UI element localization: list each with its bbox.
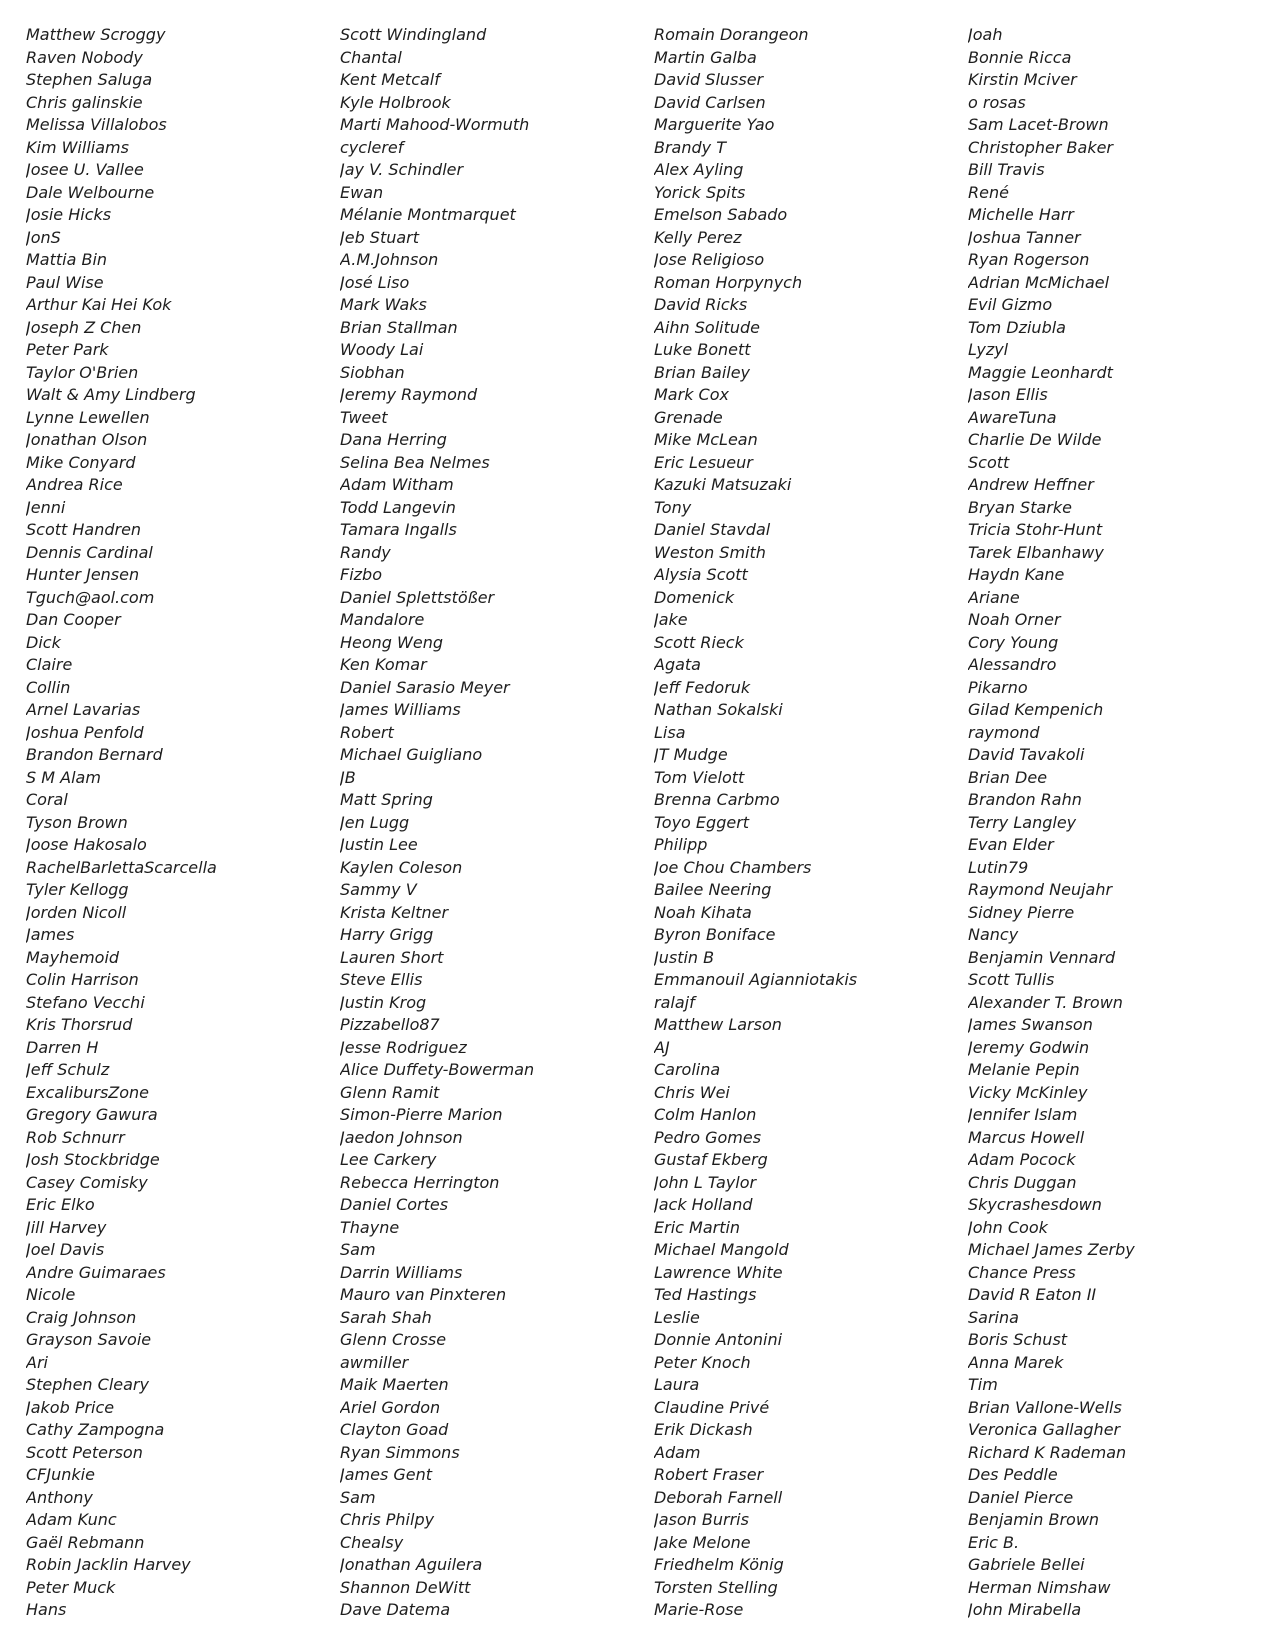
name-entry: Emmanouil Agianniotakis: [654, 970, 858, 989]
name-entry: Chris Philpy: [340, 1510, 435, 1529]
name-entry: Andrea Rice: [26, 475, 123, 494]
name-entry: Richard K Rademan: [968, 1442, 1127, 1462]
name-entry: Colin Harrison: [26, 970, 139, 989]
name-entry: Tguch@aol.com: [26, 587, 155, 607]
name-entry: JT Mudge: [654, 745, 728, 764]
name-entry: Yorick Spits: [654, 182, 746, 202]
name-entry: Lawrence White: [654, 1262, 783, 1282]
name-entry: Pizzabello87: [340, 1015, 440, 1034]
name-entry: Alysia Scott: [654, 565, 748, 584]
name-entry: Jake Melone: [654, 1532, 751, 1552]
name-entry: Darren H: [26, 1037, 99, 1057]
name-entry: Brian Stallman: [340, 317, 458, 337]
name-entry: Darrin Williams: [340, 1262, 463, 1282]
name-entry: Tricia Stohr-Hunt: [968, 520, 1103, 539]
names-list: [26, 24, 1256, 1622]
name-entry: ralajf: [654, 992, 695, 1012]
name-entry: Tamara Ingalls: [340, 520, 457, 539]
name-entry: Raymond Neujahr: [968, 880, 1113, 899]
name-entry: Stephen Cleary: [26, 1375, 149, 1394]
name-entry: Mark Cox: [654, 385, 729, 404]
name-entry: Eric Elko: [26, 1195, 95, 1214]
name-entry: Jakob Price: [26, 1397, 115, 1417]
name-entry: Claudine Privé: [654, 1397, 770, 1417]
name-entry: Heong Weng: [340, 632, 444, 652]
name-entry: Toyo Eggert: [654, 812, 750, 832]
name-entry: Scott Peterson: [26, 1442, 143, 1462]
name-entry: Lisa: [654, 722, 686, 742]
name-entry: Mauro van Pinxteren: [340, 1285, 507, 1304]
name-entry: Agata: [654, 655, 701, 674]
name-entry: Kazuki Matsuzaki: [654, 475, 792, 494]
name-entry: Cory Young: [968, 632, 1059, 652]
name-entry: Maggie Leonhardt: [968, 362, 1113, 382]
name-entry: Ted Hastings: [654, 1285, 757, 1304]
name-entry: Jonathan Aguilera: [340, 1555, 483, 1574]
name-entry: Gustaf Ekberg: [654, 1150, 768, 1169]
name-entry: Robert Fraser: [654, 1465, 764, 1484]
name-entry: Tom Vielott: [654, 767, 745, 787]
name-entry: Jonathan Olson: [26, 430, 148, 449]
name-entry: Colm Hanlon: [654, 1105, 757, 1124]
name-entry: Philipp: [654, 835, 708, 854]
name-entry: Stefano Vecchi: [26, 992, 145, 1012]
name-entry: Domenick: [654, 587, 735, 607]
name-entry: Chealsy: [340, 1532, 404, 1552]
name-entry: Noah Kihata: [654, 902, 752, 922]
name-entry: René: [968, 182, 1009, 202]
name-entry: Andre Guimaraes: [26, 1262, 166, 1282]
name-entry: Adam: [654, 1442, 701, 1462]
name-entry: raymond: [968, 722, 1040, 742]
name-entry: Tweet: [340, 407, 388, 427]
name-entry: Dale Welbourne: [26, 182, 155, 202]
name-entry: Kris Thorsrud: [26, 1015, 133, 1034]
name-entry: Jen Lugg: [340, 812, 410, 832]
name-entry: Luke Bonett: [654, 340, 751, 359]
name-entry: Peter Knoch: [654, 1352, 751, 1372]
name-entry: Christopher Baker: [968, 137, 1114, 157]
name-entry: Steve Ellis: [340, 970, 423, 989]
name-entry: Justin Krog: [340, 992, 427, 1012]
name-entry: Eric Lesueur: [654, 452, 753, 472]
name-entry: Fizbo: [340, 565, 382, 584]
name-entry: Gilad Kempenich: [968, 700, 1104, 719]
name-entry: Kirstin Mciver: [968, 70, 1077, 89]
name-entry: Lynne Lewellen: [26, 407, 150, 427]
name-entry: Kyle Holbrook: [340, 92, 451, 112]
name-entry: Lauren Short: [340, 947, 444, 967]
name-entry: Chris galinskie: [26, 92, 143, 112]
name-entry: Ariel Gordon: [340, 1397, 441, 1417]
name-entry: Clayton Goad: [340, 1420, 449, 1439]
name-entry: Stephen Saluga: [26, 70, 153, 89]
name-entry: Tyler Kellogg: [26, 880, 129, 899]
name-entry: Kaylen Coleson: [340, 857, 463, 877]
name-entry: John L Taylor: [654, 1172, 757, 1192]
name-entry: Brandon Bernard: [26, 745, 163, 764]
name-entry: Herman Nimshaw: [968, 1577, 1111, 1597]
name-entry: Selina Bea Nelmes: [340, 452, 490, 472]
name-entry: Collin: [26, 677, 71, 697]
name-entry: Marie-Rose: [654, 1600, 744, 1619]
name-entry: James: [26, 925, 75, 944]
name-entry: James Gent: [340, 1465, 433, 1484]
name-entry: Melanie Pepin: [968, 1060, 1080, 1079]
name-entry: Gregory Gawura: [26, 1105, 158, 1124]
name-entry: Shannon DeWitt: [340, 1577, 471, 1597]
name-entry: Brandy T: [654, 137, 726, 157]
name-entry: Chantal: [340, 47, 402, 67]
name-entry: Gaël Rebmann: [26, 1532, 145, 1552]
name-entry: Jay V. Schindler: [340, 160, 464, 179]
name-entry: Matt Spring: [340, 790, 433, 809]
name-entry: David Tavakoli: [968, 745, 1085, 764]
name-entry: Des Peddle: [968, 1465, 1058, 1484]
name-entry: Michelle Harr: [968, 205, 1074, 224]
name-entry: Haydn Kane: [968, 565, 1065, 584]
name-entry: Cathy Zampogna: [26, 1420, 165, 1439]
name-entry: Marti Mahood-Wormuth: [340, 115, 530, 134]
name-entry: Weston Smith: [654, 542, 766, 562]
name-entry: Sarina: [968, 1307, 1019, 1327]
name-entry: Ari: [26, 1352, 48, 1372]
name-entry: Jesse Rodriguez: [340, 1037, 467, 1057]
name-entry: Paul Wise: [26, 272, 104, 292]
name-entry: Daniel Splettstößer: [340, 587, 495, 607]
name-entry: Adam Pocock: [968, 1150, 1076, 1169]
name-entry: Benjamin Vennard: [968, 947, 1116, 967]
name-entry: Sam: [340, 1487, 376, 1507]
name-entry: Robert: [340, 722, 394, 742]
name-entry: Lyzyl: [968, 340, 1009, 359]
name-entry: Daniel Sarasio Meyer: [340, 677, 510, 697]
name-entry: Romain Dorangeon: [654, 25, 809, 44]
name-entry: Jeff Fedoruk: [654, 677, 751, 697]
name-entry: Joose Hakosalo: [26, 835, 147, 854]
name-entry: Daniel Cortes: [340, 1195, 449, 1214]
name-entry: David Ricks: [654, 295, 748, 314]
name-entry: Siobhan: [340, 362, 405, 382]
name-entry: awmiller: [340, 1352, 409, 1372]
name-entry: Tony: [654, 497, 692, 517]
name-entry: Nathan Sokalski: [654, 700, 783, 719]
name-entry: Laura: [654, 1375, 700, 1394]
name-entry: Maik Maerten: [340, 1375, 449, 1394]
name-entry: Chance Press: [968, 1262, 1076, 1282]
names-column-4: [968, 24, 1256, 1622]
name-entry: Charlie De Wilde: [968, 430, 1102, 449]
name-entry: Bill Travis: [968, 160, 1045, 179]
name-entry: Mike McLean: [654, 430, 758, 449]
name-entry: Peter Muck: [26, 1577, 116, 1597]
name-entry: Arthur Kai Hei Kok: [26, 295, 172, 314]
name-entry: Pedro Gomes: [654, 1127, 762, 1147]
name-entry: Tom Dziubla: [968, 317, 1066, 337]
name-entry: Jeremy Raymond: [340, 385, 478, 404]
name-entry: Veronica Gallagher: [968, 1420, 1121, 1439]
name-entry: Walt & Amy Lindberg: [26, 385, 196, 404]
name-entry: Ken Komar: [340, 655, 427, 674]
name-entry: Arnel Lavarias: [26, 700, 141, 719]
names-column-1: [26, 24, 340, 1622]
name-entry: Joah: [968, 25, 1003, 44]
name-entry: Andrew Heffner: [968, 475, 1094, 494]
name-entry: JB: [340, 767, 356, 787]
name-entry: Alice Duffety-Bowerman: [340, 1060, 535, 1079]
name-entry: Justin Lee: [340, 835, 418, 854]
name-entry: RachelBarlettaScarcella: [26, 857, 217, 877]
name-entry: Glenn Crosse: [340, 1330, 447, 1349]
name-entry: Ariane: [968, 587, 1020, 607]
name-entry: Sidney Pierre: [968, 902, 1075, 922]
name-entry: Woody Lai: [340, 340, 424, 359]
name-entry: JonS: [26, 227, 61, 247]
name-entry: Vicky McKinley: [968, 1082, 1088, 1102]
name-entry: Claire: [26, 655, 73, 674]
name-entry: Gabriele Bellei: [968, 1555, 1085, 1574]
name-entry: Scott Tullis: [968, 970, 1055, 989]
name-entry: Scott Rieck: [654, 632, 744, 652]
name-entry: David Carlsen: [654, 92, 766, 112]
name-entry: Harry Grigg: [340, 925, 434, 944]
name-entry: Michael James Zerby: [968, 1240, 1135, 1259]
name-entry: Jeff Schulz: [26, 1060, 110, 1079]
name-entry: Boris Schust: [968, 1330, 1068, 1349]
name-entry: Joshua Penfold: [26, 722, 144, 742]
name-entry: Bonnie Ricca: [968, 47, 1072, 67]
name-entry: Kent Metcalf: [340, 70, 440, 89]
name-entry: Matthew Larson: [654, 1015, 782, 1034]
name-entry: Eric B.: [968, 1532, 1020, 1552]
name-entry: Mayhemoid: [26, 947, 120, 967]
name-entry: Randy: [340, 542, 391, 562]
name-entry: Hans: [26, 1600, 67, 1619]
name-entry: Josie Hicks: [26, 205, 112, 224]
names-column-2: [340, 24, 654, 1622]
name-entry: S M Alam: [26, 767, 101, 787]
name-entry: Dick: [26, 632, 61, 652]
name-entry: Brian Dee: [968, 767, 1048, 787]
name-entry: John Cook: [968, 1217, 1048, 1237]
name-entry: Peter Park: [26, 340, 109, 359]
name-entry: Jason Burris: [654, 1510, 749, 1529]
name-entry: Mattia Bin: [26, 250, 108, 269]
name-entry: Benjamin Brown: [968, 1510, 1100, 1529]
name-entry: Jennifer Islam: [968, 1105, 1078, 1124]
name-entry: Dan Cooper: [26, 610, 121, 629]
name-entry: Kim Williams: [26, 137, 129, 157]
name-entry: Josee U. Vallee: [26, 160, 144, 179]
name-entry: Torsten Stelling: [654, 1577, 778, 1597]
name-entry: Jorden Nicoll: [26, 902, 127, 922]
name-entry: Daniel Pierce: [968, 1487, 1074, 1507]
name-entry: Donnie Antonini: [654, 1330, 783, 1349]
name-entry: Brian Vallone-Wells: [968, 1397, 1122, 1417]
name-entry: Nancy: [968, 925, 1019, 944]
name-entry: Skycrashesdown: [968, 1195, 1102, 1214]
name-entry: Joseph Z Chen: [26, 317, 142, 337]
name-entry: cycleref: [340, 137, 404, 157]
name-entry: Adam Witham: [340, 475, 454, 494]
name-entry: Alex Ayling: [654, 160, 744, 179]
name-entry: Jeb Stuart: [340, 227, 420, 247]
name-entry: Byron Boniface: [654, 925, 776, 944]
name-entry: Sammy V: [340, 880, 417, 899]
names-column-3: [654, 24, 968, 1622]
name-entry: Adam Kunc: [26, 1510, 117, 1529]
name-entry: Evan Elder: [968, 835, 1054, 854]
name-entry: Coral: [26, 790, 68, 809]
name-entry: Mandalore: [340, 610, 425, 629]
name-entry: AwareTuna: [968, 407, 1057, 427]
name-entry: Carolina: [654, 1060, 721, 1079]
name-entry: Todd Langevin: [340, 497, 456, 517]
name-entry: Marcus Howell: [968, 1127, 1085, 1147]
name-entry: Kelly Perez: [654, 227, 742, 247]
name-entry: Nicole: [26, 1285, 76, 1304]
name-entry: Michael Mangold: [654, 1240, 789, 1259]
name-entry: Casey Comisky: [26, 1172, 148, 1192]
name-entry: Evil Gizmo: [968, 295, 1053, 314]
name-entry: Terry Langley: [968, 812, 1077, 832]
name-entry: Alexander T. Brown: [968, 992, 1123, 1012]
name-entry: Tarek Elbanhawy: [968, 542, 1104, 562]
name-entry: Leslie: [654, 1307, 700, 1327]
name-entry: Michael Guigliano: [340, 745, 483, 764]
name-entry: Ryan Simmons: [340, 1442, 460, 1462]
name-entry: Jason Ellis: [968, 385, 1048, 404]
name-entry: CFJunkie: [26, 1465, 95, 1484]
name-entry: Eric Martin: [654, 1217, 741, 1237]
name-entry: Grenade: [654, 407, 723, 427]
name-entry: Scott Windingland: [340, 25, 487, 44]
name-entry: Sarah Shah: [340, 1307, 432, 1327]
name-entry: Noah Orner: [968, 610, 1061, 629]
name-entry: Chris Duggan: [968, 1172, 1077, 1192]
name-entry: Marguerite Yao: [654, 115, 775, 134]
name-entry: Alessandro: [968, 655, 1057, 674]
name-entry: Sam Lacet-Brown: [968, 115, 1109, 134]
name-entry: Bryan Starke: [968, 497, 1072, 517]
name-entry: Dennis Cardinal: [26, 542, 153, 562]
name-entry: Jake: [654, 610, 688, 629]
name-entry: Tyson Brown: [26, 812, 128, 832]
name-entry: Emelson Sabado: [654, 205, 788, 224]
name-entry: Jose Religioso: [654, 250, 765, 269]
name-entry: Aihn Solitude: [654, 317, 761, 337]
name-entry: Martin Galba: [654, 47, 757, 67]
name-entry: Grayson Savoie: [26, 1330, 152, 1349]
name-entry: Joel Davis: [26, 1240, 105, 1259]
name-entry: Melissa Villalobos: [26, 115, 167, 134]
name-entry: Jack Holland: [654, 1195, 753, 1214]
name-entry: AJ: [654, 1037, 670, 1057]
name-entry: Hunter Jensen: [26, 565, 140, 584]
name-entry: Daniel Stavdal: [654, 520, 771, 539]
name-entry: Tim: [968, 1375, 998, 1394]
name-entry: Mélanie Montmarquet: [340, 205, 516, 224]
name-entry: Glenn Ramit: [340, 1082, 440, 1102]
name-entry: Rob Schnurr: [26, 1127, 125, 1147]
name-entry: Jill Harvey: [26, 1217, 107, 1237]
name-entry: Dana Herring: [340, 430, 447, 449]
name-entry: Lee Carkery: [340, 1150, 437, 1169]
name-entry: José Liso: [340, 272, 410, 292]
name-entry: Ewan: [340, 182, 384, 202]
name-entry: Joe Chou Chambers: [654, 857, 812, 877]
name-entry: Jenni: [26, 497, 66, 517]
name-entry: Adrian McMichael: [968, 272, 1110, 292]
name-entry: Rebecca Herrington: [340, 1172, 500, 1192]
name-entry: Jeremy Godwin: [968, 1037, 1090, 1057]
name-entry: Anna Marek: [968, 1352, 1064, 1372]
name-entry: Craig Johnson: [26, 1307, 137, 1327]
name-entry: James Swanson: [968, 1015, 1093, 1034]
name-entry: Mark Waks: [340, 295, 427, 314]
name-entry: Lutin79: [968, 857, 1029, 877]
name-entry: Erik Dickash: [654, 1420, 753, 1439]
name-entry: Chris Wei: [654, 1082, 730, 1102]
name-entry: Matthew Scroggy: [26, 25, 166, 44]
name-entry: Robin Jacklin Harvey: [26, 1555, 191, 1574]
name-entry: Simon-Pierre Marion: [340, 1105, 503, 1124]
name-entry: Justin B: [654, 947, 715, 967]
name-entry: Brenna Carbmo: [654, 790, 780, 809]
name-entry: Krista Keltner: [340, 902, 449, 922]
name-entry: Josh Stockbridge: [26, 1150, 160, 1169]
name-entry: ExcalibursZone: [26, 1082, 150, 1102]
name-entry: o rosas: [968, 92, 1026, 112]
name-entry: Ryan Rogerson: [968, 250, 1090, 269]
name-entry: Friedhelm König: [654, 1555, 784, 1574]
name-entry: David Slusser: [654, 70, 764, 89]
name-entry: Deborah Farnell: [654, 1487, 783, 1507]
name-entry: Mike Conyard: [26, 452, 136, 472]
name-entry: Jaedon Johnson: [340, 1127, 463, 1147]
name-entry: Bailee Neering: [654, 880, 772, 899]
name-entry: Scott: [968, 452, 1010, 472]
name-entry: Scott Handren: [26, 520, 142, 539]
name-entry: Joshua Tanner: [968, 227, 1081, 247]
name-entry: Raven Nobody: [26, 47, 143, 67]
name-entry: James Williams: [340, 700, 461, 719]
name-entry: Sam: [340, 1240, 376, 1259]
name-entry: Dave Datema: [340, 1600, 451, 1619]
name-entry: Brandon Rahn: [968, 790, 1082, 809]
name-entry: Pikarno: [968, 677, 1028, 697]
name-entry: Anthony: [26, 1487, 93, 1507]
name-entry: John Mirabella: [968, 1600, 1082, 1619]
name-entry: A.M.Johnson: [340, 250, 439, 269]
name-entry: Thayne: [340, 1217, 400, 1237]
name-entry: David R Eaton II: [968, 1285, 1097, 1304]
name-entry: Roman Horpynych: [654, 272, 803, 292]
name-entry: Taylor O'Brien: [26, 362, 139, 382]
name-entry: Brian Bailey: [654, 362, 751, 382]
